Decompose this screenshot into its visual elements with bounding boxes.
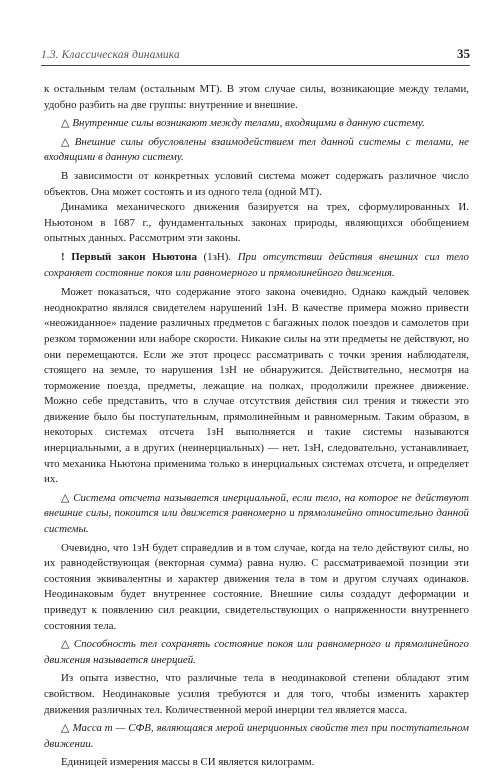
triangle-icon: △ bbox=[61, 722, 70, 735]
definition-text: Способность тел сохранять состояние покоя или равномерного и прямолинейного движения называется инерцией. bbox=[44, 638, 469, 666]
law-mark-icon: ! bbox=[61, 250, 65, 263]
definition-mass bbox=[44, 721, 469, 752]
definition-internal-forces bbox=[44, 116, 469, 132]
definition-text: Система отсчета называется инерциальной, если тело, на которое не действуют внешние силы, покоится или движется равномерно и прямолинейно относительно данной системы. bbox=[44, 491, 469, 536]
law-abbreviation: (1зН). bbox=[196, 250, 238, 263]
triangle-icon: △ bbox=[61, 491, 71, 504]
definition-inertial-frame bbox=[44, 491, 469, 538]
triangle-icon: △ bbox=[61, 135, 72, 148]
triangle-icon: △ bbox=[61, 117, 70, 130]
page-number: 35 bbox=[457, 46, 470, 61]
newton-first-law bbox=[44, 250, 469, 281]
definition-inertia bbox=[44, 637, 469, 668]
paragraph-mass-measure: Из опыта известно, что различные тела в неодинаковой степени обладают этим свойством. Неодинаковые усилия требуются и для того, чтобы изменить характер движения различных тел. Количественной мерой инерции тел является масса. bbox=[44, 672, 469, 716]
header-rule bbox=[41, 65, 470, 66]
law-title: Первый закон Ньютона bbox=[71, 250, 197, 263]
paragraph-system-objects: В зависимости от конкретных условий система может содержать различное число объектов. Она может состоять и из одного тела (одной МТ). bbox=[44, 169, 469, 198]
page-body bbox=[44, 82, 469, 771]
running-header bbox=[0, 0, 500, 72]
definition-text: Внутренние силы возникают между телами, входящими в данную систему. bbox=[72, 117, 425, 130]
law-statement: При отсутствии действия внешних сил тело сохраняет состояние покоя или равномерного и прямолинейного движения. bbox=[44, 250, 469, 279]
paragraph-newton-laws-intro: Динамика механического движения базируется на трех, сформулированных И. Ньютоном в 1687 г., фундаментальных законах природы, являющихся обобщением опытных данных. Рассмотрим эти законы. bbox=[44, 201, 469, 245]
paragraph-resultant-force: Очевидно, что 1зН будет справедлив и в том случае, когда на тело действуют силы, но их равнодействующая (векторная сумма) равна нулю. С рассматриваемой позиции эти состояния эквивалентны и характер движения тела в том и другом случаях одинаков. Неодинаковым будет внутреннее состояние. Внешние силы создадут деформации и приведут к появлению сил реакции, свидетельствующих о напряженности внутреннего состояния тела. bbox=[44, 541, 469, 632]
paragraph-continuation: к остальным телам (остальным МТ). В этом случае силы, возникающие между телами, удобно разбить на две группы: внутренние и внешние. bbox=[44, 83, 469, 111]
triangle-icon: △ bbox=[61, 638, 71, 651]
paragraph-law-explanation: Может показаться, что содержание этого закона очевидно. Однако каждый человек неоднократно являлся свидетелем нарушений 1зН. В качестве примера можно привести «неожиданное» падение различных предметов с багажных полок поездов и самолетов при резком торможении или наборе скорости. Никакие силы на эти предметы не действуют, но они перемещаются. Если же этот процесс рассматривать с точки зрения наблюдателя, стоящего на земле, то нарушения 1зН не обнаружится. Действительно, несмотря на торможение поезда, предметы, лежащие на полках, продолжили прежнее движение. Можно себе представить, что в случае отсутствия действия сил трения и тяжести это движение было бы поступательным, прямолинейным и равномерным. Таким образом, в некоторых системах отсчета 1зН выполняется и такие системы называются инерциальными, а в других (неинерциальных) — нет. 1зН, следовательно, устанавливает, что механика Ньютона применима только в инерциальных системах отсчета, и определяет их. bbox=[44, 286, 469, 486]
definition-text: Внешние силы обусловлены взаимодействием тел данной системы с телами, не входящими в данную систему. bbox=[44, 135, 469, 164]
definition-text: Масса m — СФВ, являющаяся мерой инерционных свойств тел при поступательном движении. bbox=[44, 722, 469, 750]
section-title: 1.3. Классическая динамика bbox=[41, 49, 180, 61]
paragraph-mass-unit: Единицей измерения массы в СИ является килограмм. bbox=[61, 756, 315, 769]
definition-external-forces bbox=[44, 135, 469, 166]
